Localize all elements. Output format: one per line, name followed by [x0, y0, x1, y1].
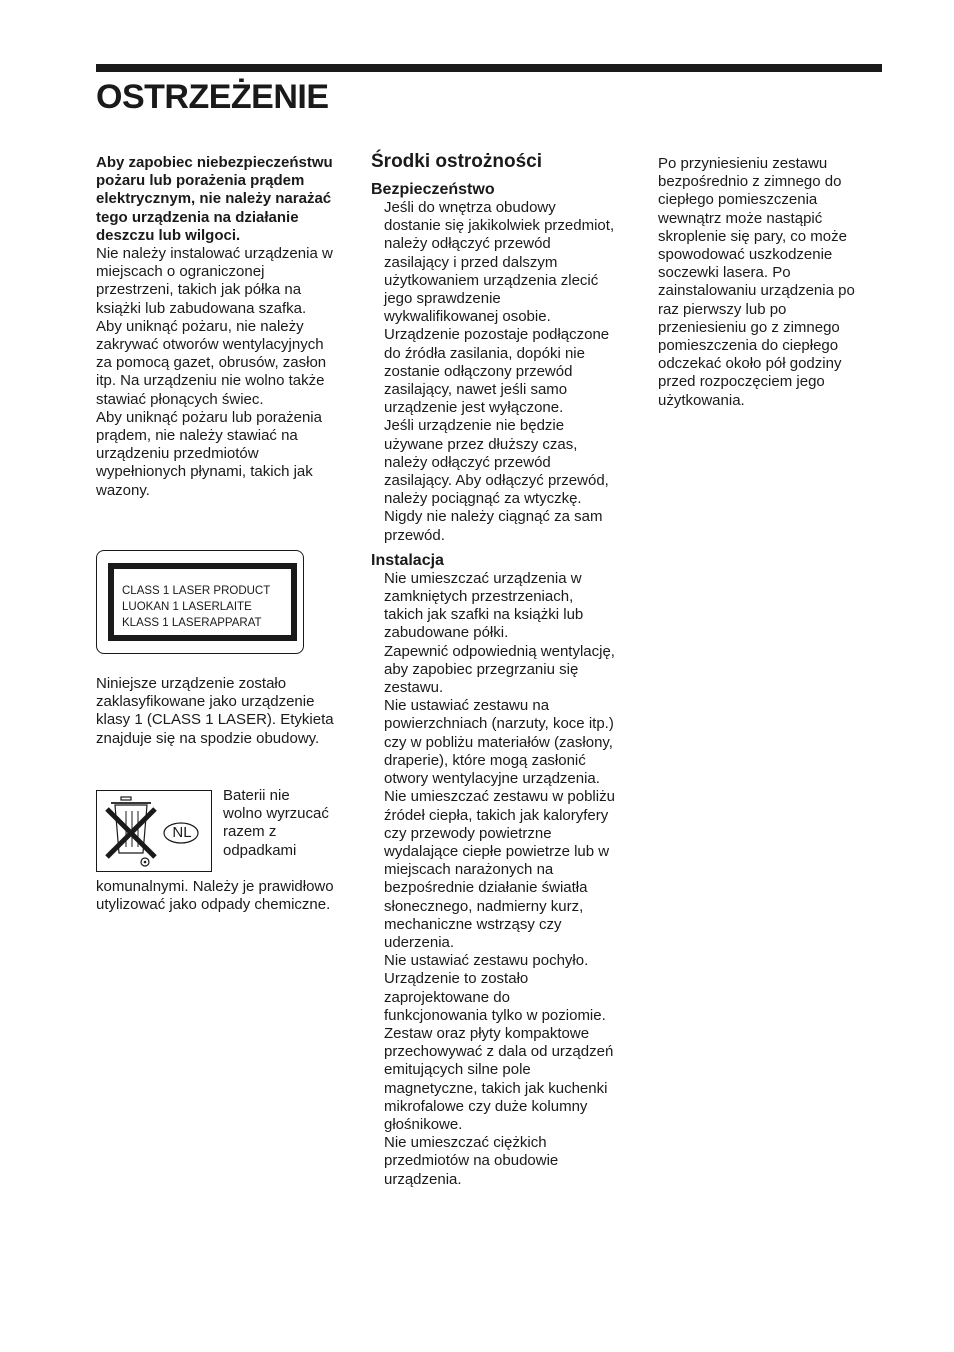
installation-paragraph: Nie umieszczać zestawu w pobliżu źródeł ciepła, takich jak kaloryfery czy przewody powietrzne wydalające ciepłe powietrze lub w miejscach narażonych na bezpośrednie działanie światła słonecznego, nadmierny kurz, mechaniczne wstrząsy czy uderzenia.: [384, 788, 615, 951]
laser-label-line: LUOKAN 1 LASERLAITE: [122, 601, 252, 613]
condensation-paragraph: Po przyniesieniu zestawu bezpośrednio z zimnego do ciepłego pomieszczenia wewnątrz może nastąpić skroplenie się pary, co może spowodować uszkodzenie soczewki lasera. Po zainstalowaniu urządzenia po raz pierwszy lub po przeniesieniu go z zimnego pomieszczenia do ciepłego odczekać około pół godziny przed rozpoczęciem jego użytkowania.: [658, 155, 855, 409]
warning-column: [96, 154, 336, 500]
safety-paragraph: Jeśli do wnętrza obudowy dostanie się jakikolwiek przedmiot, należy odłączyć przewód zasilający i przed dalszym użytkowaniem urządzenia zlecić jego sprawdzenie wykwalifikowanej osobie.: [384, 199, 615, 326]
laser-product-label: [96, 550, 304, 654]
page-title: OSTRZEŻENIE: [96, 78, 329, 116]
installation-paragraph: Nie umieszczać urządzenia w zamkniętych przestrzeniach, takich jak szafki na książki lub zabudowane półki.: [384, 569, 584, 642]
installation-paragraph: Zestaw oraz płyty kompaktowe przechowywać z dala od urządzeń emitujących silne pole magnetyczne, takich jak kuchenki mikrofalowe czy duże kolumny głośnikowe.: [384, 1024, 614, 1133]
laser-label-frame: [108, 563, 297, 641]
safety-paragraph: Urządzenie pozostaje podłączone do źródła zasilania, dopóki nie zostanie odłączony przewód zasilający, nawet jeśli samo urządzenie jest wyłączone.: [384, 326, 610, 417]
installation-paragraph: Zapewnić odpowiednią wentylację, aby zapobiec przegrzaniu się zestawu.: [384, 642, 615, 697]
battery-disposal-text-continued: komunalnymi. Należy je prawidłowo utylizować jako odpady chemiczne.: [96, 878, 334, 914]
installation-subheading: Instalacja: [371, 551, 444, 569]
installation-paragraph: Nie ustawiać zestawu na powierzchniach (narzuty, koce itp.) czy w pobliżu materiałów (zasłony, draperie), które mogą zasłonić otwory wentylacyjne urządzenia.: [384, 697, 614, 788]
laser-class-description: Niniejsze urządzenie zostało zaklasyfikowane jako urządzenie klasy 1 (CLASS 1 LASER). Etykieta znajduje się na spodzie obudowy.: [96, 675, 334, 747]
installation-paragraph: Nie umieszczać ciężkich przedmiotów na obudowie urządzenia.: [384, 1134, 559, 1188]
battery-disposal-text: Baterii nie wolno wyrzucać razem z odpadkami: [223, 787, 329, 859]
battery-country-badge: NL: [172, 824, 192, 841]
condensation-column: [658, 155, 876, 410]
warning-paragraph: Aby uniknąć pożaru lub porażenia prądem, nie należy stawiać na urządzeniu przedmiotów wypełnionych płynami, takich jak wazony.: [96, 408, 322, 499]
installation-paragraph: Nie ustawiać zestawu pochyło. Urządzenie to zostało zaprojektowane do funkcjonowania tylko w poziomie.: [384, 952, 606, 1024]
battery-disposal-symbol: [96, 790, 212, 872]
safety-subheading: Bezpieczeństwo: [371, 181, 495, 198]
warning-paragraph: Nie należy instalować urządzenia w miejscach o ograniczonej przestrzeni, takich jak półka na książki lub zabudowana szafka.: [96, 245, 333, 317]
precautions-column: [371, 150, 616, 1189]
header-rule: [96, 64, 882, 72]
laser-label-line: CLASS 1 LASER PRODUCT: [122, 585, 271, 597]
precautions-heading: Środki ostrożności: [371, 151, 543, 172]
laser-label-line: KLASS 1 LASERAPPARAT: [122, 617, 262, 629]
warning-paragraph: Aby uniknąć pożaru, nie należy zakrywać otworów wentylacyjnych za pomocą gazet, obrusów, zasłon itp. Na urządzeniu nie wolno także stawiać płonących świec.: [96, 317, 327, 408]
fire-shock-warning: Aby zapobiec niebezpieczeństwu pożaru lub porażenia prądem elektrycznym, nie należy narażać tego urządzenia na działanie deszczu lub wilgoci.: [96, 154, 333, 244]
safety-paragraph: Jeśli urządzenie nie będzie używane przez dłuższy czas, należy odłączyć przewód zasilający. Aby odłączyć przewód, należy pociągnąć za wtyczkę. Nigdy nie należy ciągnąć za sam przewód.: [384, 417, 609, 544]
